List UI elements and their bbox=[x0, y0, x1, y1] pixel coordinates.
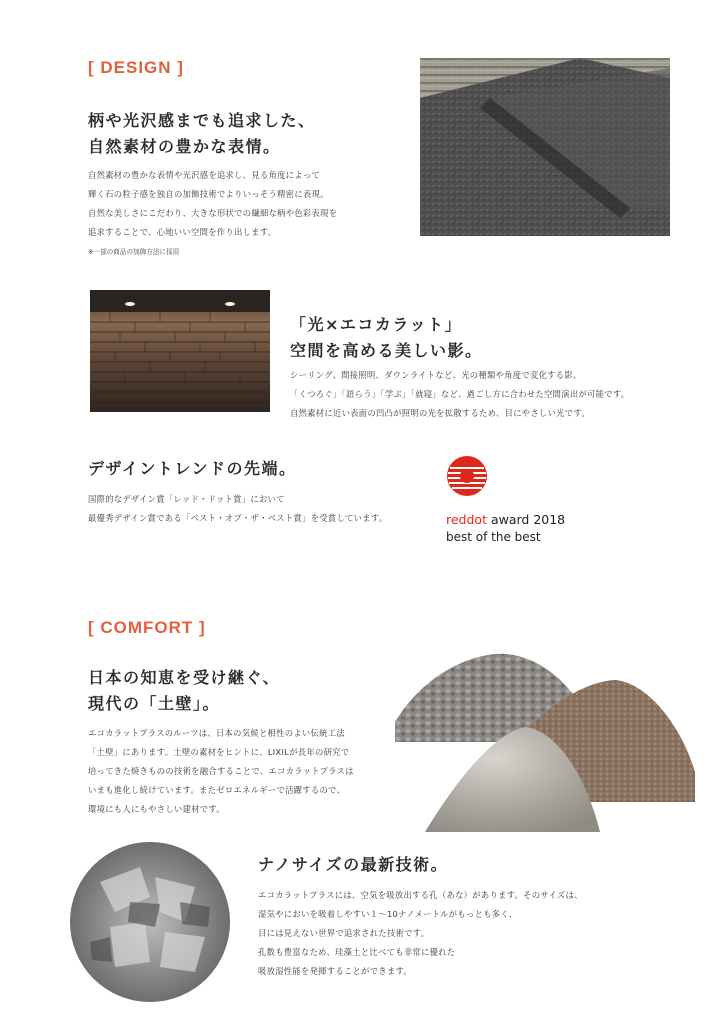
trend-body-line-2: 最優秀デザイン賞である「ベスト・オブ・ザ・ベスト賞」を受賞しています。 bbox=[88, 513, 388, 523]
award-year: award 2018 bbox=[486, 512, 566, 527]
design-body bbox=[88, 166, 337, 242]
best-of-the-best: best of the best bbox=[446, 530, 541, 544]
light-heading-line-2: 空間を高める美しい影。 bbox=[290, 341, 483, 360]
nano-body-line-1: エコカラットプラスには、空気を吸放出する孔（あな）があります。そのサイズは、 bbox=[258, 890, 583, 900]
comfort-tag: [ COMFORT ] bbox=[88, 618, 206, 637]
nano-body bbox=[258, 886, 583, 981]
design-body-line-1: 自然素材の豊かな表情や光沢感を追求し、見る角度によって bbox=[88, 170, 321, 180]
stone-wall-photo bbox=[90, 290, 270, 412]
comfort-body-line-2: 「土壁」にあります。土壁の素材をヒントに、LIXILが長年の研究で bbox=[88, 747, 350, 757]
design-note: ※一部の商品の加飾方法に採用 bbox=[88, 248, 180, 256]
micro-structure-photo bbox=[70, 842, 230, 1002]
design-body-line-4: 追求することで、心地いい空間を作り出します。 bbox=[88, 227, 277, 237]
comfort-body-line-5: 環境にも人にもやさしい建材です。 bbox=[88, 804, 225, 814]
light-heading-line-1: 「光×エコカラット」 bbox=[290, 315, 463, 334]
comfort-heading bbox=[88, 665, 280, 717]
comfort-body-line-1: エコカラットプラスのルーツは、日本の気候と相性のよい伝統工法 bbox=[88, 728, 345, 738]
design-heading-line-1: 柄や光沢感までも追求した、 bbox=[88, 111, 316, 130]
light-body-line-3: 自然素材に近い表面の凹凸が照明の光を拡散するため、目にやさしい光です。 bbox=[290, 408, 590, 418]
design-body-line-2: 輝く石の粒子感を独自の加飾技術でよりいっそう精密に表現。 bbox=[88, 189, 329, 199]
light-body bbox=[290, 366, 629, 423]
design-heading-line-2: 自然素材の豊かな表情。 bbox=[88, 137, 281, 156]
stone-tile-photo bbox=[420, 58, 670, 236]
nano-body-line-3: 目には見えない世界で追求された技術です。 bbox=[258, 928, 430, 938]
nano-heading: ナノサイズの最新技術。 bbox=[258, 855, 449, 874]
nano-body-line-2: 湿気やにおいを吸着しやすい１～10ナノメートルがもっとも多く、 bbox=[258, 909, 518, 919]
nano-body-line-4: 孔数も豊富なため、珪藻土と比べても非常に優れた bbox=[258, 947, 456, 957]
comfort-heading-line-1: 日本の知恵を受け継ぐ、 bbox=[88, 668, 281, 687]
trend-body-line-1: 国際的なデザイン賞「レッド・ドット賞」において bbox=[88, 494, 285, 504]
light-heading bbox=[290, 312, 483, 364]
reddot-word: reddot bbox=[446, 512, 487, 527]
nano-body-line-5: 吸放湿性能を発揮することができます。 bbox=[258, 966, 413, 976]
reddot-logo-icon bbox=[446, 455, 488, 497]
light-body-line-2: 「くつろぐ」「語らう」「学ぶ」「就寝」など、過ごし方に合わせた空間演出が可能です。 bbox=[290, 389, 630, 399]
trend-heading: デザイントレンドの先端。 bbox=[88, 459, 297, 478]
design-body-line-3: 自然な美しさにこだわり、大きな形状での繊細な柄や色彩表現を bbox=[88, 208, 338, 218]
soil-piles-photo bbox=[395, 632, 695, 842]
comfort-body-line-4: いまも進化し続けています。またゼロエネルギーで活躍するので、 bbox=[88, 785, 346, 795]
comfort-body-line-3: 培ってきた焼きものの技術を融合することで、エコカラットプラスは bbox=[88, 766, 354, 776]
comfort-heading-line-2: 現代の「土壁」。 bbox=[88, 694, 221, 713]
trend-body bbox=[88, 490, 387, 528]
design-heading bbox=[88, 108, 316, 160]
design-tag: [ DESIGN ] bbox=[88, 58, 184, 77]
light-body-line-1: シーリング、間接照明、ダウンライトなど、光の種類や角度で変化する影。 bbox=[290, 370, 582, 380]
reddot-award-text bbox=[446, 512, 565, 527]
comfort-body bbox=[88, 724, 354, 819]
